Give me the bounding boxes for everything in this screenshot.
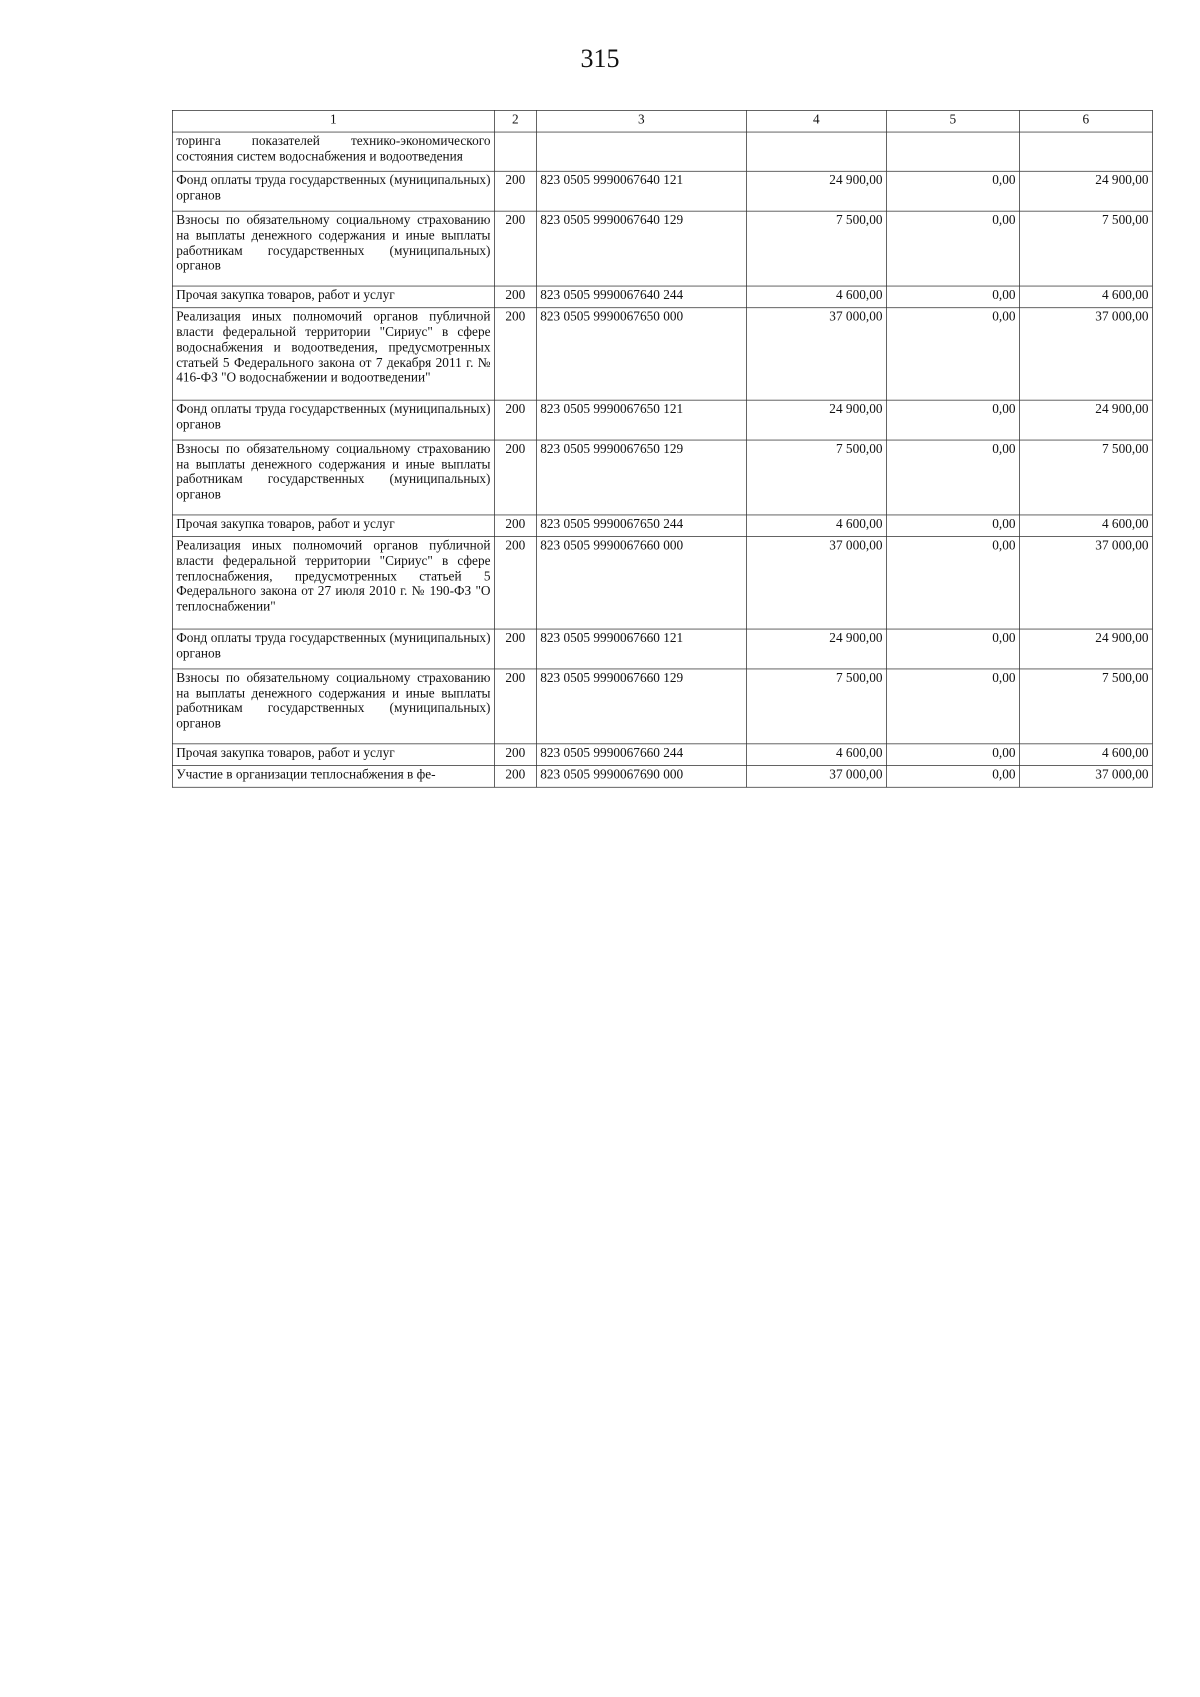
row-column-5-amount-cell: 0,00 bbox=[886, 744, 1019, 766]
row-column-4-amount-cell bbox=[746, 132, 886, 171]
row-column-5-amount-cell: 0,00 bbox=[886, 515, 1019, 537]
table-body bbox=[172, 132, 1152, 787]
row-code-cell bbox=[494, 132, 536, 171]
row-name-cell: торинга показателей технико-экономического состояния систем водоснабжения и водоотведения bbox=[172, 132, 494, 171]
row-name-cell: Взносы по обязательному социальному страхованию на выплаты денежного содержания и иные выплаты работникам государственных (муниципальных) органов bbox=[172, 669, 494, 744]
row-classification-code-cell: 823 0505 9990067660 000 bbox=[536, 537, 746, 630]
row-classification-code-cell: 823 0505 9990067650 000 bbox=[536, 308, 746, 401]
table-row bbox=[172, 440, 1152, 515]
row-column-5-amount-cell: 0,00 bbox=[886, 629, 1019, 668]
row-name-cell: Фонд оплаты труда государственных (муниципальных) органов bbox=[172, 629, 494, 668]
row-column-4-amount-cell: 24 900,00 bbox=[746, 629, 886, 668]
row-code-cell: 200 bbox=[494, 400, 536, 439]
row-code-cell: 200 bbox=[494, 308, 536, 401]
row-column-4-amount-cell: 4 600,00 bbox=[746, 286, 886, 308]
row-code-cell: 200 bbox=[494, 744, 536, 766]
row-name-cell: Взносы по обязательному социальному страхованию на выплаты денежного содержания и иные выплаты работникам государственных (муниципальных) органов bbox=[172, 211, 494, 286]
row-code-cell: 200 bbox=[494, 440, 536, 515]
table-row bbox=[172, 537, 1152, 630]
row-name-cell: Фонд оплаты труда государственных (муниципальных) органов bbox=[172, 172, 494, 211]
row-column-6-amount-cell: 7 500,00 bbox=[1019, 440, 1152, 515]
row-column-4-amount-cell: 7 500,00 bbox=[746, 669, 886, 744]
row-column-5-amount-cell: 0,00 bbox=[886, 172, 1019, 211]
row-classification-code-cell: 823 0505 9990067690 000 bbox=[536, 765, 746, 787]
row-column-6-amount-cell: 7 500,00 bbox=[1019, 669, 1152, 744]
table-header-row bbox=[172, 110, 1152, 132]
row-column-5-amount-cell: 0,00 bbox=[886, 308, 1019, 401]
row-column-4-amount-cell: 7 500,00 bbox=[746, 211, 886, 286]
row-column-6-amount-cell: 37 000,00 bbox=[1019, 537, 1152, 630]
row-code-cell: 200 bbox=[494, 286, 536, 308]
row-column-5-amount-cell: 0,00 bbox=[886, 400, 1019, 439]
row-code-cell: 200 bbox=[494, 669, 536, 744]
row-column-6-amount-cell bbox=[1019, 132, 1152, 171]
row-classification-code-cell: 823 0505 9990067650 121 bbox=[536, 400, 746, 439]
row-name-cell: Участие в организации теплоснабжения в фе- bbox=[172, 765, 494, 787]
table-row bbox=[172, 211, 1152, 286]
row-classification-code-cell: 823 0505 9990067660 121 bbox=[536, 629, 746, 668]
row-code-cell: 200 bbox=[494, 537, 536, 630]
table-row bbox=[172, 132, 1152, 171]
row-classification-code-cell bbox=[536, 132, 746, 171]
row-column-6-amount-cell: 4 600,00 bbox=[1019, 515, 1152, 537]
row-column-5-amount-cell: 0,00 bbox=[886, 286, 1019, 308]
row-column-5-amount-cell: 0,00 bbox=[886, 211, 1019, 286]
row-column-4-amount-cell: 37 000,00 bbox=[746, 308, 886, 401]
table-row bbox=[172, 400, 1152, 439]
table-row bbox=[172, 629, 1152, 668]
row-column-4-amount-cell: 24 900,00 bbox=[746, 172, 886, 211]
table-row bbox=[172, 765, 1152, 787]
row-name-cell: Прочая закупка товаров, работ и услуг bbox=[172, 286, 494, 308]
row-column-5-amount-cell: 0,00 bbox=[886, 669, 1019, 744]
page-number: 315 bbox=[580, 44, 620, 73]
row-column-5-amount-cell: 0,00 bbox=[886, 765, 1019, 787]
column-header-4: 4 bbox=[746, 110, 886, 132]
budget-table-wrapper bbox=[172, 110, 1152, 788]
row-column-5-amount-cell: 0,00 bbox=[886, 440, 1019, 515]
row-classification-code-cell: 823 0505 9990067650 129 bbox=[536, 440, 746, 515]
column-header-5: 5 bbox=[886, 110, 1019, 132]
row-code-cell: 200 bbox=[494, 211, 536, 286]
row-code-cell: 200 bbox=[494, 765, 536, 787]
row-code-cell: 200 bbox=[494, 172, 536, 211]
row-classification-code-cell: 823 0505 9990067640 244 bbox=[536, 286, 746, 308]
row-column-6-amount-cell: 24 900,00 bbox=[1019, 172, 1152, 211]
row-name-cell: Взносы по обязательному социальному страхованию на выплаты денежного содержания и иные выплаты работникам государственных (муниципальных) органов bbox=[172, 440, 494, 515]
table-row bbox=[172, 308, 1152, 401]
table-row bbox=[172, 744, 1152, 766]
row-column-6-amount-cell: 4 600,00 bbox=[1019, 286, 1152, 308]
row-column-4-amount-cell: 24 900,00 bbox=[746, 400, 886, 439]
row-column-6-amount-cell: 4 600,00 bbox=[1019, 744, 1152, 766]
row-column-6-amount-cell: 7 500,00 bbox=[1019, 211, 1152, 286]
row-classification-code-cell: 823 0505 9990067660 129 bbox=[536, 669, 746, 744]
row-column-4-amount-cell: 37 000,00 bbox=[746, 537, 886, 630]
row-column-5-amount-cell: 0,00 bbox=[886, 537, 1019, 630]
table-row bbox=[172, 172, 1152, 211]
table-row bbox=[172, 515, 1152, 537]
row-column-4-amount-cell: 7 500,00 bbox=[746, 440, 886, 515]
row-name-cell: Реализация иных полномочий органов публичной власти федеральной территории "Сириус" в сфере теплоснабжения, предусмотренных статьей 5 Федерального закона от 27 июля 2010 г. № 190-ФЗ "О теплоснабжении" bbox=[172, 537, 494, 630]
row-column-6-amount-cell: 37 000,00 bbox=[1019, 308, 1152, 401]
row-classification-code-cell: 823 0505 9990067640 121 bbox=[536, 172, 746, 211]
table-row bbox=[172, 669, 1152, 744]
row-name-cell: Прочая закупка товаров, работ и услуг bbox=[172, 515, 494, 537]
row-column-4-amount-cell: 37 000,00 bbox=[746, 765, 886, 787]
row-column-4-amount-cell: 4 600,00 bbox=[746, 515, 886, 537]
row-code-cell: 200 bbox=[494, 629, 536, 668]
column-header-2: 2 bbox=[494, 110, 536, 132]
row-column-6-amount-cell: 24 900,00 bbox=[1019, 629, 1152, 668]
column-header-6: 6 bbox=[1019, 110, 1152, 132]
row-column-6-amount-cell: 24 900,00 bbox=[1019, 400, 1152, 439]
row-code-cell: 200 bbox=[494, 515, 536, 537]
row-classification-code-cell: 823 0505 9990067640 129 bbox=[536, 211, 746, 286]
row-column-5-amount-cell bbox=[886, 132, 1019, 171]
budget-table bbox=[172, 110, 1153, 788]
row-name-cell: Прочая закупка товаров, работ и услуг bbox=[172, 744, 494, 766]
row-classification-code-cell: 823 0505 9990067660 244 bbox=[536, 744, 746, 766]
row-name-cell: Фонд оплаты труда государственных (муниципальных) органов bbox=[172, 400, 494, 439]
column-header-1: 1 bbox=[172, 110, 494, 132]
row-column-6-amount-cell: 37 000,00 bbox=[1019, 765, 1152, 787]
table-row bbox=[172, 286, 1152, 308]
row-column-4-amount-cell: 4 600,00 bbox=[746, 744, 886, 766]
row-classification-code-cell: 823 0505 9990067650 244 bbox=[536, 515, 746, 537]
row-name-cell: Реализация иных полномочий органов публичной власти федеральной территории "Сириус" в сфере водоснабжения и водоотведения, предусмотренных статьей 5 Федерального закона от 7 декабря 2011 г. № 416-ФЗ "О водоснабжении и водоотведении" bbox=[172, 308, 494, 401]
column-header-3: 3 bbox=[536, 110, 746, 132]
